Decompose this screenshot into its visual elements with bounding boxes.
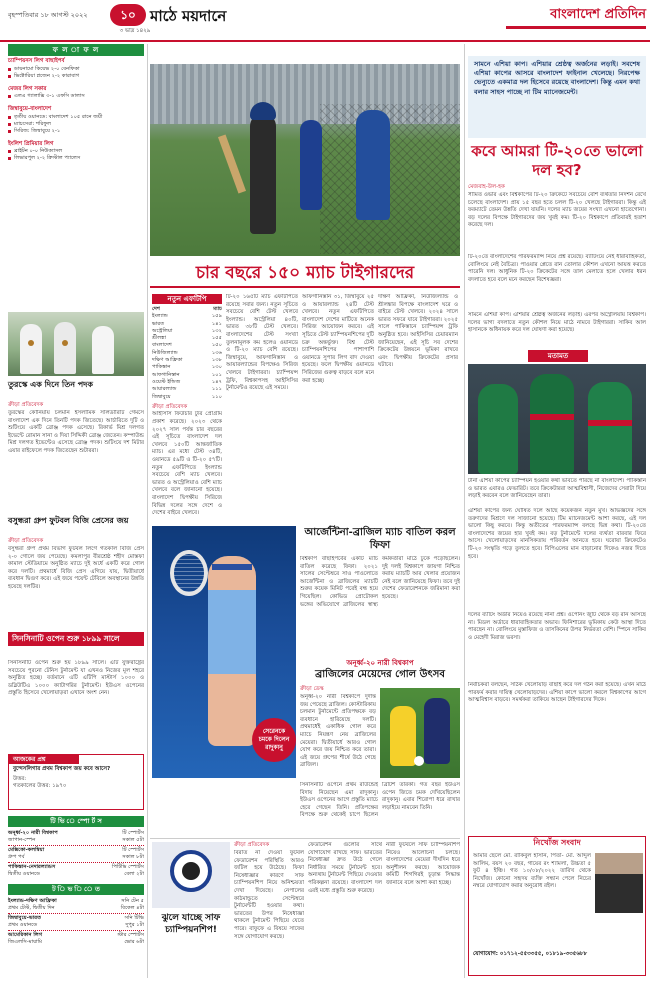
jersey-stripe-icon (588, 420, 632, 426)
table-row (152, 394, 222, 401)
tv-event-detail: জাপান-স্পেন (8, 837, 36, 843)
results-group-title: জিম্বাবুয়ে-বাংলাদেশ (8, 106, 52, 113)
brand-name: বাংলাদেশ প্রতিদিন (550, 7, 646, 22)
table-row (152, 386, 222, 393)
right-body-2: টি-২০তে বাংলাদেশের পারফরম্যান্স নিয়ে প্রশ্ন রয়েছে। ব্যাটিংয়ে নেই ধারাবাহিকতা, বোলিংয়ে নেই বৈচিত্র্য। পাওয়ার প্লেতে রান তোলার কৌশল এখনো আয়ত্ত করতে পারেনি দল। আধুনিক টি-২০ ক্রিকেটের সঙ্গে তাল মেলাতে হলে খেলার ধরন বদলাতে হবে বলে মনে করছেন বিশেষজ্ঞরা। (468, 254, 646, 283)
tv-event-name: আমেরিকান লিগ (8, 932, 43, 938)
table-row (152, 342, 222, 349)
results-group-title: ইংলিশ প্রিমিয়ার লিগ (8, 140, 54, 147)
result-line: সিরিজ: জিম্বাবুয়ে ২-১ (8, 128, 144, 135)
result-line: এলএ গ্যালাক্সি ৩-১ এফসি ডালাস (8, 93, 144, 100)
tv-row (8, 914, 144, 931)
header-divider (0, 40, 650, 42)
story2-byline: ক্রীড়া প্রতিবেদক (8, 538, 44, 544)
missing-ad-body: আমার ছেলে মো. রাকিবুল হাসান, পিতা- মো. আব্দুল আলিম, বয়স ২০ বছর, গায়ের রং শ্যামলা, উচ্চতা ৫ ফুট ৪ ইঞ্চি। গত ১০/০৮/২০২২ তারিখ থেকে নিখোঁজ। কোনো সহৃদয় ব্যক্তি সন্ধান পেলে নিচের নম্বরে যোগাযোগ করার অনুরোধ রইল। (473, 853, 591, 890)
brand-underline-icon (506, 26, 646, 29)
issue-date: বৃহস্পতিবার ১৮ আগস্ট ২০২২ (8, 11, 88, 19)
right-body-4: এশিয়া কাপের জন্য ঘোষিত দলে আছে কয়েকজন নতুন মুখ। অভিজ্ঞদের সঙ্গে তরুণদের মিশ্রণে দল সাজানো হয়েছে। টিম ম্যানেজমেন্ট আশা করছে, এই দল ভালো কিছু করবে। কিন্তু অতীতের পারফরম্যান্স বলছে ভিন্ন কথা। টি-২০তে বাংলাদেশের জয়ের হার খুবই কম। বড় টুর্নামেন্টে দলের ব্যর্থতা বারবার ফিরে আসে। খেলোয়াড়দের মানসিকতায় পরিবর্তন আনতে হবে। ঘরোয়া ক্রিকেটেও টি-২০ সংস্কৃতি গড়ে তুলতে হবে। বিপিএলের মান বাড়ানোর দিকেও নজর দিতে হবে। (468, 508, 646, 560)
tv-event-name: মেক্সিকো-কলম্বিয়া (8, 847, 45, 853)
tennis-badge: সেরেনকে চমকে দিলেন রাদুকানু (252, 718, 296, 762)
right-intro-box (468, 56, 646, 138)
right-body-6: নির্বাচকরা বলছেন, সঠিক খেলোয়াড় বাছাই করে দল গঠন করা হয়েছে। এখন মাঠে পারফর্ম করার দায়িত্ব খেলোয়াড়দের। এশিয়া কাপে ভালো করলে বিশ্বকাপের আগে আত্মবিশ্বাস বাড়বে। সমর্থকরা তাকিয়ে আছেন টাইগারদের দিকে। (468, 682, 646, 704)
tv-event-detail: প্রথম টেস্ট, দ্বিতীয় দিন (8, 905, 55, 911)
tv-event-name: ইংল্যান্ড-দক্ষিণ আফ্রিকা (8, 898, 57, 904)
results-group-title: চ্যাম্পিয়নস লিগ বাছাইপর্ব (8, 58, 65, 64)
tv-event-detail: জিএলসি-মায়ামি (8, 939, 43, 945)
practice-net (320, 104, 460, 254)
table-row (152, 350, 222, 357)
table-cell: আয়ারল্যান্ড (152, 386, 177, 393)
tv-row (8, 863, 144, 879)
coach-figure-icon (300, 120, 322, 210)
table-cell: ১১১ (211, 386, 222, 393)
table-row (152, 379, 222, 386)
right-byline: মেজবাহ-উল-হক (468, 184, 505, 190)
ftp-body-col4: দক্ষিণ আফ্রিকা, নিউজিল্যান্ড ও শ্রীলঙ্কার বিপক্ষে বাংলাদেশ ঘরে ও বাইরে টেস্ট খেলবে। ২০২৪ সালে ভারত সফরে যাবে টাইগাররা। ২০২৫ সালে পাকিস্তানে চ্যাম্পিয়ন্স ট্রফি অনুষ্ঠিত হবে। আইসিসির চেয়ারম্যান জানিয়েছেন, এই সূচি সব দেশের ক্রিকেটের উন্নয়নে ভূমিকা রাখবে এবং দ্বিপক্ষীয় ক্রিকেটের প্রসার ঘটাবে। (378, 294, 458, 369)
table-cell: ১১০ (211, 393, 222, 400)
person-figure-icon (92, 326, 114, 374)
racket-icon (170, 550, 208, 596)
tv-row (8, 931, 144, 947)
missing-person-photo (595, 853, 643, 913)
table-cell: ১৩৮ (211, 357, 222, 364)
table-cell: জিম্বাবুয়ে (152, 393, 171, 400)
right-body-1: সীমিত ওভার এবং বিশ্বকাপের টি-২০ ক্রিকেটে সবচেয়ে বেশি ব্যর্থতার নিদর্শন রেখে চলেছে বাংলাদেশ। প্রায় ১৫ বছর হতে চলল টি-২০ খেলছে টাইগাররা। কিন্তু এই ফরম্যাটে তেমন উন্নতি দেখা যায়নি। দলের ম্যাচ জয়ের সংখ্যা এখনো হাতেগোনা। বড় দলের বিপক্ষে টাইগারদের জয় খুবই কম। টি-২০ বিশ্বকাপে প্রতিবারই হতাশ করেছে দল। (468, 192, 646, 229)
story2-headline: বসুন্ধরা গ্রুপ ফুটবল বিজি প্রেসের জয় (8, 516, 129, 525)
player-figure-icon (250, 114, 276, 234)
quiz-question: বুন্দেসলিগার প্রথম বিশ্বকাপ জয় কবে আসে? (13, 766, 111, 772)
table-cell: ১০১ (211, 371, 222, 378)
table-row (152, 364, 222, 371)
tv-channel: টি স্পোর্টস (122, 847, 144, 853)
saff-byline: ক্রীড়া প্রতিবেদক (234, 842, 270, 848)
table-row (152, 313, 222, 320)
table-cell: পাকিস্তান (152, 364, 171, 371)
table-row (152, 335, 222, 342)
hero-headline-bar (150, 258, 460, 288)
table-cell: ১৩২ (211, 327, 222, 334)
result-line: ব্রাইটন ০-০ নিউক্যাসল (8, 148, 144, 155)
story3-headline: সিনসিনাটি ওপেন শুরু ১৮৯৯ সালে (8, 632, 144, 646)
player-figure-icon (530, 374, 574, 474)
result-line: ডায়নামো কিয়েভ ২-০ বেনফিকা (8, 66, 144, 73)
tv-channel: পিটিভি স্পোর্টস (111, 864, 144, 870)
result-line: ভিক্টোরিয়া প্লজেন ২-২ কারাবাগ (8, 73, 144, 80)
ftp-byline: ক্রীড়া প্রতিবেদক (152, 403, 188, 410)
table-cell: ১৪৭ (211, 378, 222, 385)
tv-list-2 (8, 897, 144, 947)
tv-sports-list (8, 829, 144, 879)
tv-time: দুপুর ১টা (125, 922, 144, 928)
right-after-photo: টানা এশিয়া কাপের চ্যাম্পিয়ন হওয়ার কথা ভাবতে পারছে না বাংলাদেশ। পাকিস্তান ও ভারত এবারও ফেভারিট। তবে ক্রিকেটাররা আত্মবিশ্বাসী, নিজেদের সেরাটা দিয়ে লড়াই করবেন বলে জানিয়েছেন তারা। (468, 478, 646, 500)
saff-body: বিরতি না দেওয়া ফুটবল ফেডারেশন পরিস্থিতি আরও জটিল হয়ে উঠেছে। ফিফা নিষেধাজ্ঞার কারণে সাফ চ্যাম্পিয়নশিপ নিয়ে অনিশ্চয়তা দেখা দিয়েছে। নেপালের কাঠমান্ডুতে সেপ্টেম্বরে টুর্নামেন্টটি হওয়ার কথা। ভারতের উপর নিষেধাজ্ঞা থাকলে টুর্নামেন্ট পিছিয়ে যেতে পারে। বাফুফে এ বিষয়ে সাফের সঙ্গে যোগাযোগ করছে। (234, 850, 304, 940)
tv-row (8, 846, 144, 863)
tv-channel: স্টার স্পোর্টস (117, 932, 144, 938)
table-row (152, 372, 222, 379)
new-ftp-title: নতুন এফটিপি (152, 294, 222, 304)
tv-event-name: পাকিস্তান-নেদারল্যান্ডস (8, 864, 56, 870)
tv-event-name: অনূর্ধ্ব-২০ নারী বিশ্বকাপ (8, 830, 58, 836)
fifa-headline: আর্জেন্টিনা-ব্রাজিল ম্যাচ বাতিল করল ফিফা (304, 527, 456, 551)
table-cell: ১৩৬ (211, 349, 222, 356)
tv-event-detail: প্রথম ওয়ানডে (8, 922, 38, 928)
tv-event-name: জিম্বাবুয়ে-ভারত (8, 915, 41, 921)
story1-body: তুরস্কের কোনিয়ায় চলমান ইসলামিক সলিডারিটি গেমসে বাংলাদেশ এক দিনে তিনটি পদক জিতেছে। আর্চারিতে দুটি ও শুটিংয়ে একটি ব্রোঞ্জ পদক এসেছে। রিকার্ভ মিশ্র দলগত ইভেন্টে রোমান সানা ও দিয়া সিদ্দিকী ব্রোঞ্জ জেতেন। কম্পাউন্ড মিশ্র দলগত ইভেন্টেও এসেছে ব্রোঞ্জ পদক। শুটিংয়ে দশ মিটার এয়ার রাইফেলে পদক জিতেছেন শুটাররা। (8, 410, 144, 454)
table-cell: ১৫০ (211, 342, 222, 349)
archers-photo (8, 312, 144, 376)
table-cell: ১৫৫ (211, 335, 222, 342)
results-group-title: মেজর লিগ সকার (8, 85, 47, 92)
brazil-kicker: অনূর্ধ্ব-২০ নারী বিশ্বকাপ (300, 658, 460, 668)
quiz-title: আজকের প্রশ্ন (9, 755, 79, 764)
story1-headline: তুরস্কে এক দিনে তিন পদক (8, 380, 93, 389)
table-row (152, 321, 222, 328)
tv-time: সকাল ৮টা (122, 854, 144, 860)
ball-icon (414, 756, 424, 766)
tv-event-detail: দ্বিতীয় ওয়ানডে (8, 871, 41, 877)
table-cell: ১৫৯ (211, 313, 222, 320)
fifa-body: বিশ্বকাপ বাছাইপর্বের একটি ম্যাচ বাতিল করেছে ফিফা। ২০২১ সালের সেপ্টেম্বরে সাও পাওলোতে আর্জেন্টিনা ও ব্রাজিলের ম্যাচটি শুরুর কয়েক মিনিট পরেই বন্ধ হয়ে গিয়েছিল। কোভিড প্রোটোকল ভঙ্গের অভিযোগে ব্রাজিলের স্বাস্থ্য কর্মকর্তারা মাঠে ঢুকে পড়েছিলেন। দুই দলই বিশ্বকাপে জায়গা নিশ্চিত করায় ম্যাচটি আর খেলার প্রয়োজন নেই বলে জানিয়েছে ফিফা। তবে দুই দেশের ফেডারেশনকে জরিমানা করা হয়েছে। (300, 556, 460, 608)
medal-icon (62, 340, 68, 346)
brand-logo (506, 4, 646, 32)
new-ftp-box (152, 294, 222, 525)
missing-ad-title: নিখোঁজ সংবাদ (469, 837, 645, 849)
tv-row (8, 829, 144, 846)
tv-channel: টি স্পোর্টস (122, 830, 144, 836)
results-group-4 (8, 141, 144, 163)
brazil-byline: ক্রীড়া ডেস্ক (300, 686, 324, 692)
table-cell: শ্রীলঙ্কা (152, 335, 167, 342)
right-headline: কবে আমরা টি-২০তে ভালো দল হব? (471, 142, 643, 179)
bangladesh-players-photo (468, 364, 646, 474)
ftp-body-col3: আফগানিস্তান ৩১, জিম্বাবুয়ে ২৫ ও আয়ারল্যান্ড ২৪টি টেস্ট খেলবে। নতুন এফটিপিতে বাংলাদেশ দেশের মাটিতে অনেক সিরিজ আয়োজন করবে। এই সূচিতে টেস্ট চ্যাম্পিয়নশিপের দুটি চক্র অন্তর্ভুক্ত। বিশ্ব টেস্ট চ্যাম্পিয়নশিপের পাশাপাশি ওয়ানডে সুপার লিগ বাদ দেওয়া হয়েছে। ফলে দ্বিপক্ষীয় ওয়ানডে সিরিজের গুরুত্ব বাড়বে বলে মনে করা হচ্ছে। (302, 294, 374, 384)
opinion-label: মতামত (528, 350, 588, 362)
left-column-divider (147, 44, 148, 978)
tennis-body: সিনসিনাটি ওপেনে প্রথম রাউন্ডেই বিদায় নিয়েছেন এমা রাদুকানু। ইউএস ওপেনের আগে প্রস্তুতি ম্যাচে হেরে গেছেন তিনি। প্রতিপক্ষের বিপক্ষে শুরু থেকেই চাপে ছিলেন ব্রিটিশ তারকা। গত বছর ইউএস ওপেন জিতে চমক দেখিয়েছিলেন রাদুকানু। এবার শিরোপা ধরে রাখার লড়াইয়ে নামবেন তিনি। (300, 782, 460, 819)
tv-row (8, 897, 144, 914)
result-line: ম্যাচসেরা: শরিফুল (8, 121, 144, 128)
results-group-3 (8, 106, 144, 135)
center-divider (150, 838, 460, 839)
quiz-box (8, 754, 144, 810)
result-line: তৃতীয় ওয়ানডে: বাংলাদেশ ১০৫ রানে জয়ী (8, 114, 144, 121)
right-intro-text: সামনে এশিয়া কাপ। এশিয়ার শ্রেষ্ঠত্ব অর্জনের লড়াই। সবশেষ এশিয়া কাপের আসরে বাংলাদেশ ফাইনাল খেলেছে। নিরপেক্ষ ভেন্যুতে একমাত্র দল হিসেবে রয়েছে বাংলাদেশ। কিন্তু এমন কথা বলার সাহস পাচ্ছে না টিম ম্যানেজমেন্ট। (474, 60, 640, 96)
results-box (8, 58, 144, 302)
table-cell: দক্ষিণ আফ্রিকা (152, 357, 183, 364)
saff-body-col4: নারী ফুটবলে সাফ চ্যাম্পিয়নশিপ নিয়েও আলোচনা চলছে। বাংলাদেশের মেয়েরা দীর্ঘদিন ধরে অনুশীলন করছে। আয়োজক কমিটি শিগগিরই চূড়ান্ত সিদ্ধান্ত জানাবে বলে আশা করা হচ্ছে। (386, 842, 460, 886)
table-cell: বাংলাদেশ (152, 342, 172, 349)
ftp-body-col1: আইসিসি ফিউচার ট্যুর প্রোগ্রাম প্রকাশ করেছে। ২০২৩ থেকে ২০২৭ সাল পর্যন্ত চার বছরের এই সূচিতে বাংলাদেশ দল খেলবে ১৫০টি আন্তর্জাতিক ম্যাচ। এর মধ্যে টেস্ট ৩৪টি, ওয়ানডে ৫৯টি ও টি-২০ ৫৭টি। নতুন এফটিপিতে ইংল্যান্ড সবচেয়ে বেশি ম্যাচ খেলবে। ভারত ও অস্ট্রেলিয়াও বেশি ম্যাচ খেলবে বলে জানানো হয়েছে। বাংলাদেশ দ্বিপক্ষীয় সিরিজে বিভিন্ন দলের সঙ্গে দেশে ও দেশের বাইরে খেলবে। (152, 411, 222, 517)
table-cell: নিউজিল্যান্ড (152, 349, 178, 356)
table-cell: ওয়েস্ট ইন্ডিজ (152, 378, 181, 385)
player-figure-icon (208, 556, 256, 746)
saff-body-col3: ফেডারেশন গুলোর সাথে যোগাযোগ রাখছে সাফ। ভারতের নিষেধাজ্ঞা দ্রুত উঠে গেলে নির্ধারিত সময়ে টুর্নামেন্ট হবে। অন্যথায় টুর্নামেন্ট পিছিয়ে দেওয়ার পরিকল্পনা রয়েছে। বাংলাদেশ দল এরই মধ্যে প্রস্তুতি শুরু করেছে। (308, 842, 382, 894)
result-line: লিভারপুল ২-২ ক্রিস্টাল প্যালেস (8, 155, 144, 162)
player-figure-icon (588, 382, 632, 474)
player-figure-icon (478, 384, 518, 474)
tv-time: বেলা ২টা (124, 871, 144, 877)
tv-event-detail: গ্রুপ পর্ব (8, 854, 25, 860)
quiz-answer-label: উত্তর: (13, 775, 27, 782)
section-title: মাঠে ময়দানে (150, 7, 227, 25)
tv-time: সকাল ৫টা (122, 837, 144, 843)
tv-banner-2: ট ি ভ ি ে ত (8, 884, 144, 895)
results-group-1 (8, 58, 144, 80)
brazil-body: অনূর্ধ্ব-২০ নারী বিশ্বকাপে দুর্দান্ত জয় পেয়েছে ব্রাজিল। কোস্টারিকায় চলমান টুর্নামেন্টে প্রতিপক্ষকে বড় ব্যবধানে হারিয়েছে দলটি। প্রথমার্ধেই একাধিক গোল করে ম্যাচে নিয়ন্ত্রণ নেয় ব্রাজিলের মেয়েরা। দ্বিতীয়ার্ধে আরও গোল যোগ করে জয় নিশ্চিত করে তারা। এই জয়ে গ্রুপের শীর্ষে উঠে গেছে ব্রাজিল। (300, 694, 376, 769)
missing-ad (468, 836, 646, 976)
right-body-5: দলের ব্যাটিং অর্ডার নিয়েও রয়েছে নানা প্রশ্ন। ওপেনিং জুটি থেকে বড় রান আসছে না। মিডল অর্ডারে ধারাবাহিকতার অভাব। ফিনিশারের ভূমিকায় কেউ আস্থা দিতে পারছেন না। বোলিংয়ে মুস্তাফিজ ও তাসকিনের উপর নির্ভরতা বেশি। স্পিনে সাকিব ও মেহেদী মিরাজ ভরসা। (468, 612, 646, 641)
table-cell: ইংল্যান্ড (152, 313, 168, 320)
brazil-headline: ব্রাজিলের মেয়েদের গোল উৎসব (315, 669, 445, 680)
headband-icon (212, 564, 252, 570)
hero-headline: চার বছরে ১৫০ ম্যাচ টাইগারদের (195, 263, 415, 283)
table-cell: অস্ট্রেলিয়া (152, 327, 173, 334)
tv-channel: সনি টেন ৫ (121, 898, 144, 904)
story2-body: বসুন্ধরা গ্রুপ প্রথম বিভাগ ফুটবল লিগে গতকাল বিজি প্রেস ২-০ গোলে জয় পেয়েছে। কমলাপুর বীরশ্রেষ্ঠ শহীদ মোস্তফা কামাল স্টেডিয়ামে অনুষ্ঠিত ম্যাচে দুই অর্ধে একটি করে গোল করে দলটি। প্রথমার্ধে বিজি প্রেস এগিয়ে যায়, দ্বিতীয়ার্ধে ব্যবধান দ্বিগুণ করে। এই জয়ে পয়েন্ট টেবিলে অবস্থানের উন্নতি হয়েছে দলটির। (8, 546, 144, 590)
table-row (152, 357, 222, 364)
table-header-cell: দেশ (152, 306, 160, 312)
football-icon (182, 862, 200, 880)
person-figure-icon (54, 322, 76, 374)
jersey-stripe-icon (530, 414, 574, 420)
table-cell: ভারত (152, 320, 165, 327)
missing-ad-contact: যোগাযোগ: ০১৭১২-৫৫৩৩৫৫, ০১৮১৯-৩৩৫৬৮৮ (473, 951, 588, 957)
results-group-2 (8, 86, 144, 101)
saff-headline: ঝুলে যাচ্ছে সাফ চ্যাম্পিয়নশিপ! (161, 913, 221, 935)
brazil-photo (380, 688, 460, 778)
tv-channel: সনি টিভি (124, 915, 144, 921)
table-cell: আফগানিস্তান (152, 371, 180, 378)
table-cell: ১৪১ (211, 320, 222, 327)
bat-icon (218, 134, 246, 193)
table-cell: ১৩০ (211, 364, 222, 371)
tv-sports-banner: টি ভি ে স্পো র্ট স (8, 816, 144, 827)
page-number-badge: ১০ (110, 4, 146, 26)
right-body-3: সামনে এশিয়া কাপ। এশিয়ার শ্রেষ্ঠত্ব অর্জনের লড়াই। এরপর অস্ট্রেলিয়ায় বিশ্বকাপ। দলের ভাগ্য বদলাতে নতুন কৌশল নিয়ে মাঠে নামবে টাইগাররা। সাকিব আল হাসানকে অধিনায়ক করে দল ঘোষণা করা হয়েছে। (468, 312, 646, 334)
ftp-body-col2: টি-২০ ১৬৫টি ম্যাচ এফটিপিতে রয়েছে সবার জন্য। নতুন সূচিতে সবচেয়ে বেশি টেস্ট খেলবে ইংল্যান্ড। অস্ট্রেলিয়া ৪০টি, ভারত ৩৮টি টেস্ট খেলবে। বাংলাদেশের টেস্ট সংখ্যা তুলনামূলক কম হলেও ওয়ানডে ও টি-২০ ম্যাচ বেশি রয়েছে। জিম্বাবুয়ে, আফগানিস্তান ও আয়ারল্যান্ডের বিপক্ষেও সিরিজ খেলবে টাইগাররা। চ্যাম্পিয়ন্স ট্রফি, বিশ্বকাপসহ আইসিসির টুর্নামেন্টও রয়েছে এই সময়ে। (226, 294, 298, 392)
right-column-divider (464, 44, 465, 978)
results-banner: ফ ল া ফ ল (8, 44, 144, 56)
person-figure-icon (20, 324, 42, 374)
table-header-cell: ম্যাচ (213, 306, 222, 312)
quiz-previous-answer: গতকালের উত্তর: ১৯৭০ (13, 783, 67, 790)
player-figure-icon (390, 706, 416, 766)
story1-byline: ক্রীড়া প্রতিবেদক (8, 402, 44, 408)
medal-icon (28, 340, 34, 346)
table-header-row (152, 306, 222, 313)
player-figure-icon (424, 698, 450, 764)
sub-date: ৩ ভাদ্র ১৪২৯ (119, 28, 151, 34)
story3-body: সিনসিনাটি ওপেন শুরু হয় ১৮৯৯ সালে। এটি যুক্তরাষ্ট্রের সবচেয়ে পুরনো টেনিস টুর্নামেন্ট যা এখনও নিজের মূল শহরে অনুষ্ঠিত হচ্ছে। বর্তমানে এটি এটিপি মাস্টার্স ১০০০ ও ডব্লিউটিএ ১০০০ ক্যাটাগরির টুর্নামেন্ট। ইউএস ওপেনের প্রস্তুতি হিসেবে খেলোয়াড়রা এখানে অংশ নেন। (8, 660, 144, 697)
saff-logo-photo (152, 842, 230, 908)
tv-time: ভোর ৬টা (124, 939, 144, 945)
tv-time: বিকেল ৪টা (120, 905, 144, 911)
hero-photo-cricket-practice (150, 64, 460, 256)
coach-figure-icon (356, 110, 390, 220)
ftp-table (152, 306, 222, 401)
